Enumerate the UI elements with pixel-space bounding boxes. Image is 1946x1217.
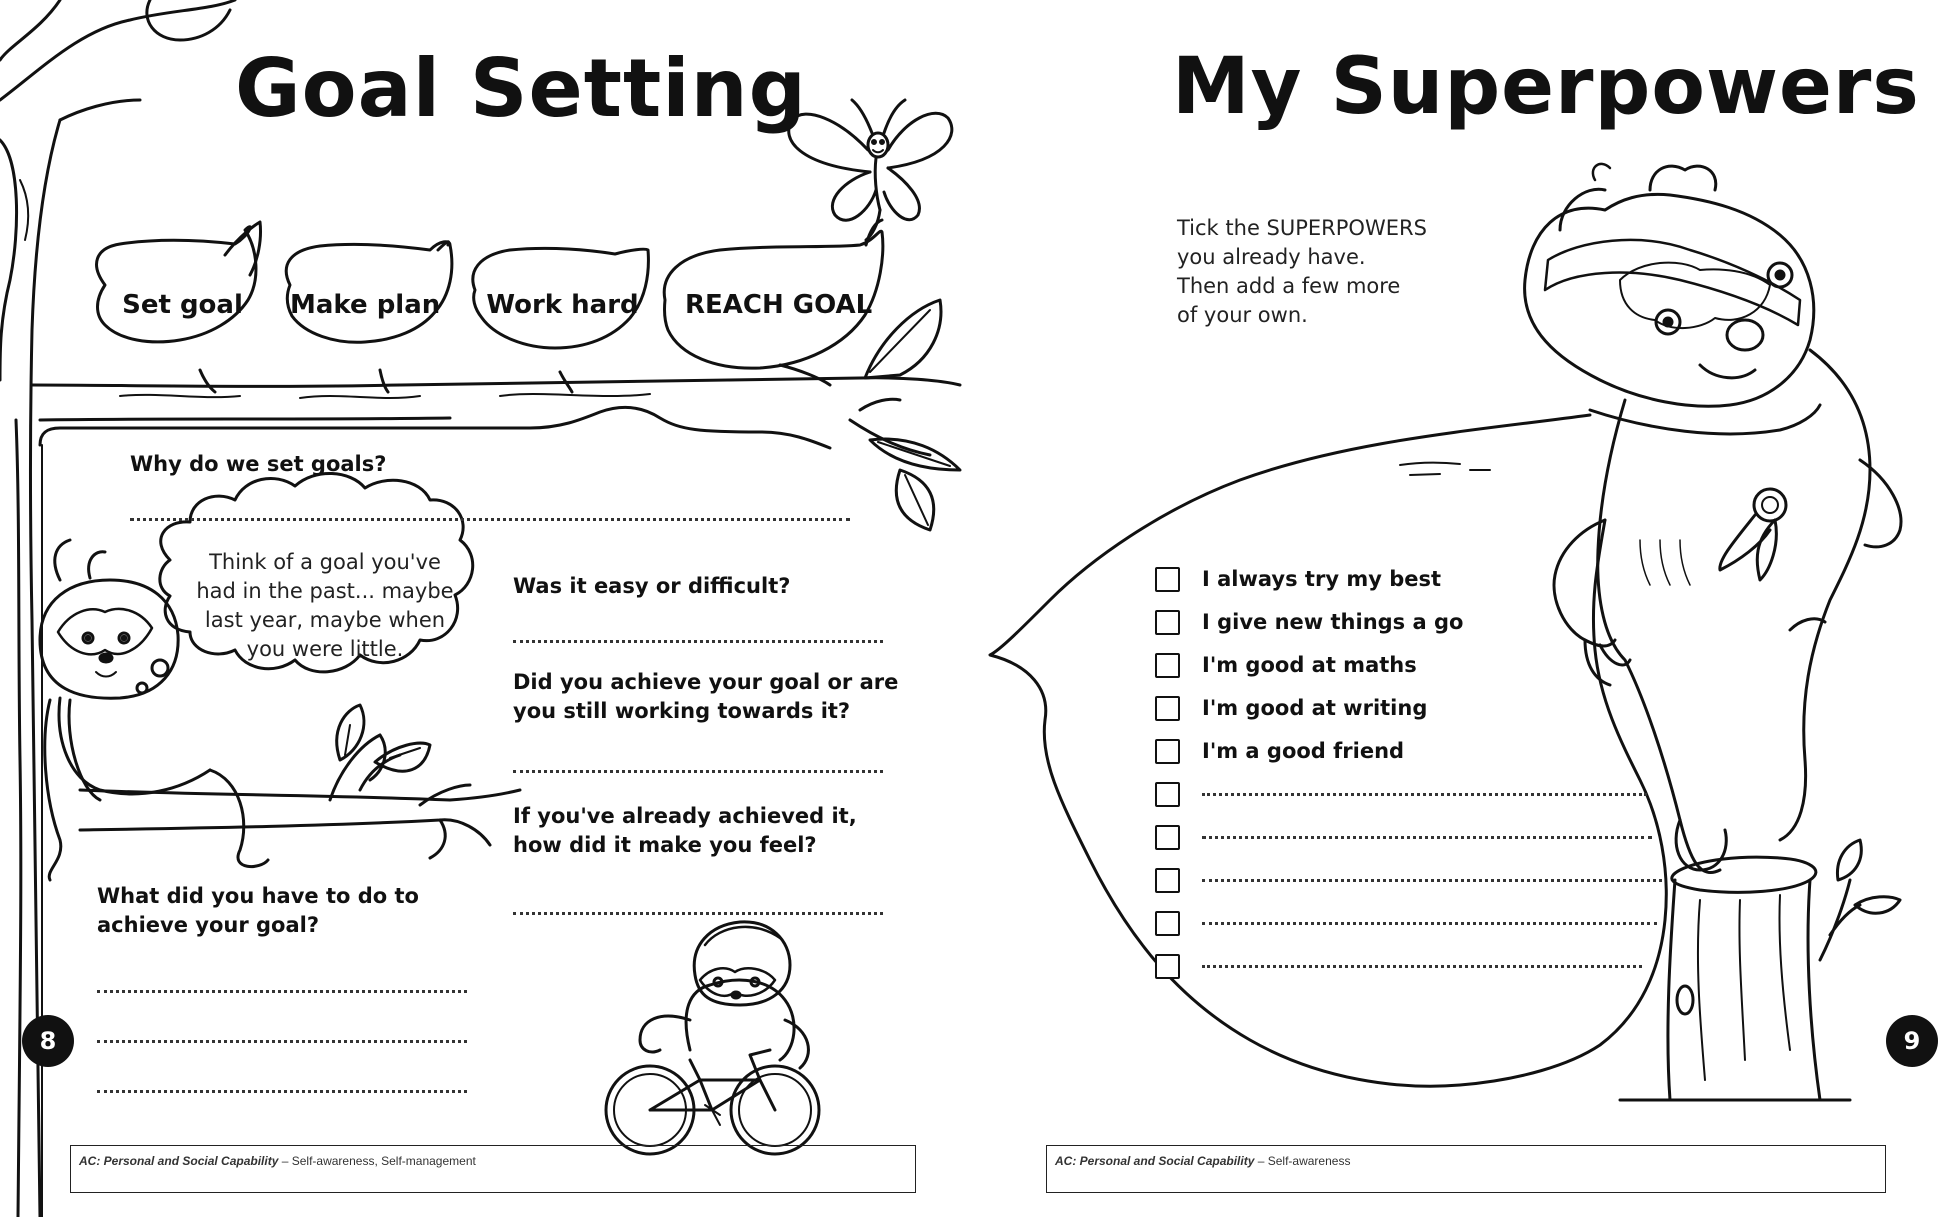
superpower-row[interactable] [1155, 563, 1441, 595]
answer-line-todo-2[interactable] [97, 1040, 467, 1043]
step-make-plan: Make plan [290, 290, 441, 320]
superpower-checkbox[interactable] [1155, 825, 1180, 850]
blank-superpower-line[interactable] [1202, 879, 1662, 882]
superpower-row[interactable] [1155, 606, 1463, 638]
answer-line-feel[interactable] [513, 912, 883, 915]
blank-superpower-row[interactable] [1155, 907, 1657, 939]
page-number-right: 9 [1886, 1015, 1938, 1067]
superpower-checkbox[interactable] [1155, 610, 1180, 635]
answer-line-todo-3[interactable] [97, 1090, 467, 1093]
question-achieve-goal: Did you achieve your goal or are you still working towards it? [513, 670, 899, 723]
superpower-row[interactable] [1155, 735, 1404, 767]
blank-superpower-line[interactable] [1202, 836, 1652, 839]
superpower-checkbox[interactable] [1155, 782, 1180, 807]
answer-line-achieve[interactable] [513, 770, 883, 773]
sloth-on-bicycle-icon [606, 922, 819, 1154]
superpower-label: I give new things a go [1202, 610, 1464, 634]
curriculum-left-bold: AC: Personal and Social Capability [79, 1154, 279, 1168]
curriculum-right-bold: AC: Personal and Social Capability [1055, 1154, 1255, 1168]
question-what-to-do: What did you have to do to achieve your goal? [97, 884, 419, 937]
answer-line-todo-1[interactable] [97, 990, 467, 993]
blank-superpower-row[interactable] [1155, 778, 1647, 810]
answer-line-easy[interactable] [513, 640, 883, 643]
question-how-feel: If you've already achieved it, how did it make you feel? [513, 804, 857, 857]
blank-superpower-line[interactable] [1202, 793, 1647, 796]
butterfly-icon [789, 100, 952, 240]
answer-line-why[interactable] [130, 518, 850, 521]
blank-superpower-row[interactable] [1155, 821, 1652, 853]
blank-superpower-line[interactable] [1202, 965, 1642, 968]
superpower-checkbox[interactable] [1155, 911, 1180, 936]
question-easy-difficult: Was it easy or difficult? [513, 574, 791, 598]
superpower-checkbox[interactable] [1155, 567, 1180, 592]
superpowers-intro: Tick the SUPERPOWERS you already have. Then add a few more of your own. [1177, 216, 1427, 327]
superpower-checkbox[interactable] [1155, 868, 1180, 893]
sloth-superhero-icon [1525, 164, 1901, 873]
thought-bubble-text: Think of a goal you've had in the past... maybe last year, maybe when you were little. [196, 550, 454, 661]
curriculum-box-right [1046, 1145, 1886, 1193]
panel-top-border [40, 407, 830, 448]
superpower-label: I always try my best [1202, 567, 1442, 591]
superpower-label: I'm good at writing [1202, 696, 1428, 720]
tree-stump-icon [1620, 840, 1900, 1100]
step-set-goal: Set goal [122, 290, 243, 320]
curriculum-left-rest: – Self-awareness, Self-management [278, 1154, 476, 1168]
blank-superpower-row[interactable] [1155, 950, 1642, 982]
curriculum-right-rest: – Self-awareness [1254, 1154, 1351, 1168]
curriculum-box-left [70, 1145, 916, 1193]
question-why-set-goals: Why do we set goals? [130, 452, 387, 476]
step-work-hard: Work hard [486, 290, 639, 320]
tree-icon [0, 0, 960, 1217]
blank-superpower-row[interactable] [1155, 864, 1662, 896]
superpower-checkbox[interactable] [1155, 696, 1180, 721]
step-reach-goal: REACH GOAL [685, 290, 873, 320]
superpower-label: I'm a good friend [1202, 739, 1405, 763]
left-page-title: Goal Setting [235, 42, 807, 135]
superpower-row[interactable] [1155, 649, 1417, 681]
superpower-row[interactable] [1155, 692, 1427, 724]
blank-superpower-line[interactable] [1202, 922, 1657, 925]
right-page-title: My Superpowers [1172, 42, 1920, 132]
page-number-left: 8 [22, 1015, 74, 1067]
superpower-checkbox[interactable] [1155, 653, 1180, 678]
superpower-checkbox[interactable] [1155, 739, 1180, 764]
superpower-checkbox[interactable] [1155, 954, 1180, 979]
superpower-label: I'm good at maths [1202, 653, 1417, 677]
